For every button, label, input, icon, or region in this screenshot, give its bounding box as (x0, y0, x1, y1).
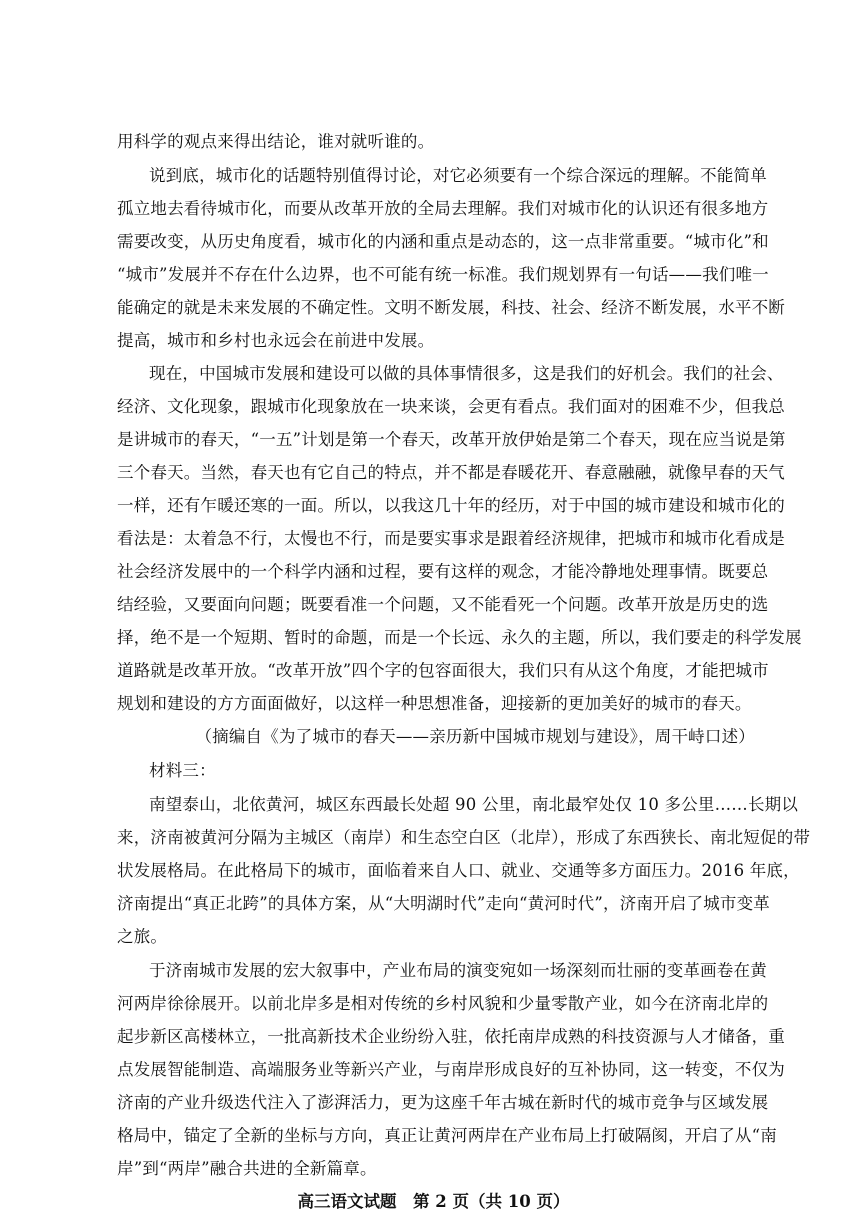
page-footer: 高三语文试题 第 2 页（共 10 页） (297, 1192, 570, 1211)
source-citation: （摘编自《为了城市的春天——亲历新中国城市规划与建设》，周干峙口述） (195, 727, 755, 746)
text-line: 孤立地去看待城市化，而要从改革开放的全局去理解。我们对城市化的认识还有很多地方 (117, 199, 769, 218)
text-line: 能确定的就是未来发展的不确定性。文明不断发展，科技、社会、经济不断发展，水平不断 (117, 298, 785, 317)
text-line: 结经验，又要面向问题；既要看准一个问题，又不能看死一个问题。改革开放是历史的选 (117, 595, 769, 614)
text-line: 南望泰山，北依黄河，城区东西最长处超 90 公里，南北最窄处仅 10 多公里……长期以 (149, 795, 799, 814)
text-line: 看法是：太着急不行，太慢也不行，而是要实事求是跟着经济规律，把城市和城市化看成是 (117, 529, 785, 548)
text-line: 河两岸徐徐展开。以前北岸多是相对传统的乡村风貌和少量零散产业，如今在济南北岸的 (117, 994, 769, 1013)
text-line: 起步新区高楼林立，一批高新技术企业纷纷入驻，依托南岸成熟的科技资源与人才储备，重 (117, 1027, 785, 1046)
text-line: 之旅。 (117, 927, 168, 946)
text-line: 择，绝不是一个短期、暂时的命题，而是一个长远、永久的主题，所以，我们要走的科学发展 (117, 628, 802, 647)
text-line: 是讲城市的春天，“一五”计划是第一个春天，改革开放伊始是第二个春天，现在应当说是第 (117, 430, 786, 449)
text-line: 社会经济发展中的一个科学内涵和过程，要有这样的观念，才能冷静地处理事情。既要总 (117, 562, 769, 581)
text-line: 规划和建设的方方面面做好，以这样一种思想准备，迎接新的更加美好的城市的春天。 (117, 694, 752, 713)
text-line: 三个春天。当然，春天也有它自己的特点，并不都是春暖花开、春意融融，就像早春的天气 (117, 463, 785, 482)
text-line: “城市”发展并不存在什么边界，也不可能有统一标准。我们规划界有一句话——我们唯一 (117, 265, 769, 284)
text-line: 经济、文化现象，跟城市化现象放在一块来谈，会更有看点。我们面对的困难不少，但我总 (117, 397, 785, 416)
text-line: 说到底，城市化的话题特别值得讨论，对它必须要有一个综合深远的理解。不能简单 (149, 166, 767, 185)
text-line: 现在，中国城市发展和建设可以做的具体事情很多，这是我们的好机会。我们的社会、 (149, 364, 784, 383)
text-line: 岸”到“两岸”融合共进的全新篇章。 (117, 1159, 377, 1178)
text-line: 需要改变，从历史角度看，城市化的内涵和重点是动态的，这一点非常重要。“城市化”和 (117, 232, 769, 251)
text-line: 一样，还有乍暖还寒的一面。所以，以我这几十年的经历，对于中国的城市建设和城市化的 (117, 496, 785, 515)
text-line: 状发展格局。在此格局下的城市，面临着来自人口、就业、交通等多方面压力。2016 年底， (117, 861, 800, 880)
text-line: 济南提出“真正北跨”的具体方案，从“大明湖时代”走向“黄河时代”，济南开启了城市变革 (117, 894, 771, 913)
text-line: 提高，城市和乡村也永远会在前进中发展。 (117, 331, 435, 350)
text-line: 格局中，锚定了全新的坐标与方向，真正让黄河两岸在产业布局上打破隔阂，开启了从“南 (117, 1126, 777, 1145)
text-line: 于济南城市发展的宏大叙事中，产业布局的演变宛如一场深刻而壮丽的变革画卷在黄 (149, 961, 767, 980)
text-line: 点发展智能制造、高端服务业等新兴产业，与南岸形成良好的互补协同，这一转变，不仅为 (117, 1060, 785, 1079)
section-heading: 材料三： (149, 761, 216, 780)
text-line: 来，济南被黄河分隔为主城区（南岸）和生态空白区（北岸），形成了东西狭长、南北短促的带 (117, 828, 811, 847)
text-line: 用科学的观点来得出结论，谁对就听谁的。 (117, 132, 435, 151)
text-line: 道路就是改革开放。“改革开放”四个字的包容面很大，我们只有从这个角度，才能把城市 (117, 661, 769, 680)
text-line: 济南的产业升级迭代注入了澎湃活力，更为这座千年古城在新时代的城市竞争与区域发展 (117, 1093, 769, 1112)
